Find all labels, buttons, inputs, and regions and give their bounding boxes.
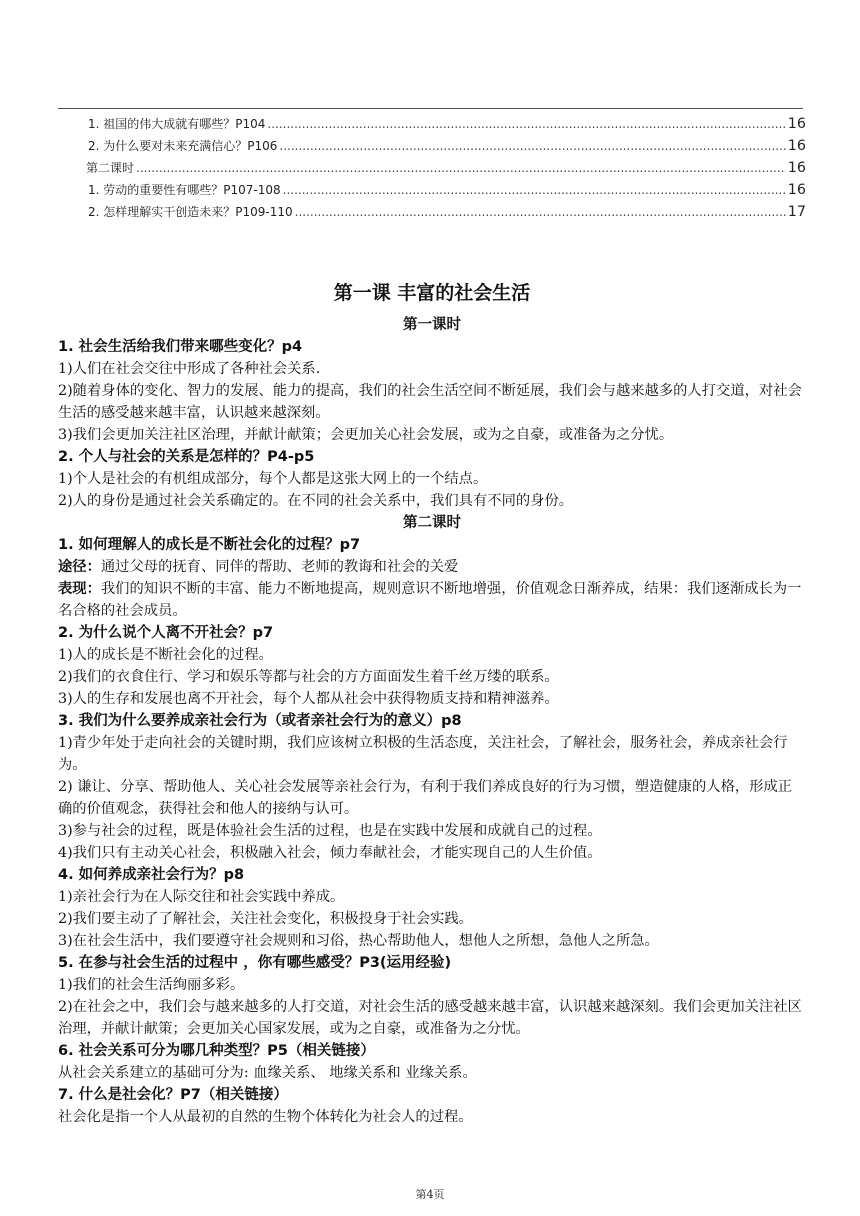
toc-leader-dots: [279, 135, 785, 157]
toc-entry-title: 2. 怎样理解实干创造未来？P109-110: [88, 205, 293, 219]
toc-entry-title: 1. 祖国的伟大成就有哪些？P104: [88, 117, 266, 131]
answer-text: 2)在社会之中，我们会与越来越多的人打交道，对社会生活的感受越来越丰富，认识越来越深刻。我们会更加关注社区治理，并献计献策；会更加关心国家发展，或为之自豪，或准备为之分忧。: [58, 999, 802, 1037]
question-heading: 1. 社会生活给我们带来哪些变化？p4: [58, 339, 303, 355]
toc-entry-page: 16: [787, 160, 806, 176]
toc-leader-dots: [136, 157, 786, 179]
toc-entry-title: 第二课时: [86, 161, 135, 175]
toc-entry-page: 16: [787, 138, 806, 154]
toc-leader-dots: [267, 113, 785, 135]
toc-entry-page: 17: [787, 204, 806, 220]
answer-text: [58, 556, 806, 578]
answer-text: 2)我们的衣食住行、学习和娱乐等都与社会的方方面面发生着千丝万缕的联系。: [58, 669, 559, 685]
toc-leader-dots: [295, 201, 786, 223]
table-of-contents: [88, 113, 806, 223]
question-heading: 5. 在参与社会生活的过程中 ，你有哪些感受？P3(运用经验): [58, 955, 452, 971]
question-heading: 6. 社会关系可分为哪几种类型？P5（相关链接）: [58, 1043, 375, 1059]
period-heading: 第一课时: [403, 317, 461, 333]
answer-body: 我们的知识不断的丰富、能力不断地提高，规则意识不断地增强，价值观念日渐养成，结果：我们逐渐成长为一名合格的社会成员。: [58, 581, 802, 619]
question-heading: 2. 为什么说个人离不开社会？p7: [58, 625, 274, 641]
answer-text: 1)人的成长是不断社会化的过程。: [58, 647, 273, 663]
header-rule: [58, 108, 803, 109]
question-heading: 2. 个人与社会的关系是怎样的？P4-p5: [58, 449, 315, 465]
answer-text: [58, 578, 806, 622]
answer-text: 2)我们要主动了了解社会，关注社会变化，积极投身于社会实践。: [58, 911, 473, 927]
answer-text: 3)在社会生活中，我们要遵守社会规则和习俗，热心帮助他人，想他人之所想，急他人之所急。: [58, 933, 659, 949]
question-heading: 4. 如何养成亲社会行为？p8: [58, 867, 245, 883]
toc-entry-title: 2. 为什么要对未来充满信心？P106: [88, 139, 278, 153]
answer-text: 4)我们只有主动关心社会，积极融入社会，倾力奉献社会，才能实现自己的人生价值。: [58, 845, 602, 861]
answer-text: 1)人们在社会交往中形成了各种社会关系.: [58, 361, 321, 377]
question-heading: 3. 我们为什么要养成亲社会行为（或者亲社会行为的意义）p8: [58, 713, 462, 729]
answer-text: 2)人的身份是通过社会关系确定的。在不同的社会关系中，我们具有不同的身份。: [58, 493, 574, 509]
toc-entry[interactable]: [88, 113, 806, 135]
answer-text: 1)个人是社会的有机组成部分，每个人都是这张大网上的一个结点。: [58, 471, 488, 487]
answer-text: 1)青少年处于走向社会的关键时期，我们应该树立积极的生活态度，关注社会，了解社会，服务社会，养成亲社会行为。: [58, 735, 788, 773]
toc-entry[interactable]: [88, 201, 806, 223]
answer-text: 3)参与社会的过程，既是体验社会生活的过程，也是在实践中发展和成就自己的过程。: [58, 823, 602, 839]
toc-entry[interactable]: [86, 157, 806, 179]
answer-text: 1)亲社会行为在人际交往和社会实践中养成。: [58, 889, 345, 905]
answer-text: 3)人的生存和发展也离不开社会，每个人都从社会中获得物质支持和精神滋养。: [58, 691, 559, 707]
period-heading: 第二课时: [403, 515, 461, 531]
lesson-title: 第一课 丰富的社会生活: [333, 282, 531, 304]
answer-text: 1)我们的社会生活绚丽多彩。: [58, 977, 245, 993]
toc-entry-title: 1. 劳动的重要性有哪些？P107-108: [88, 183, 281, 197]
toc-entry-page: 16: [787, 182, 806, 198]
answer-text: 2)随着身体的变化、智力的发展、能力的提高，我们的社会生活空间不断延展，我们会与越来越多的人打交道，对社会生活的感受越来越丰富，认识越来越深刻。: [58, 383, 802, 421]
question-heading: 1. 如何理解人的成长是不断社会化的过程？p7: [58, 537, 361, 553]
answer-body: 通过父母的抚育、同伴的帮助、老师的教诲和社会的关爱: [100, 559, 459, 575]
answer-label: 表现：: [58, 581, 101, 597]
toc-leader-dots: [283, 179, 786, 201]
answer-text: 3)我们会更加关注社区治理，并献计献策；会更加关心社会发展，或为之自豪，或准备为之分忧。: [58, 427, 674, 443]
answer-text: 从社会关系建立的基础可分为: 血缘关系、 地缘关系和 业缘关系。: [58, 1065, 477, 1081]
answer-text: 社会化是指一个人从最初的自然的生物个体转化为社会人的过程。: [58, 1109, 473, 1125]
lesson-content: [58, 278, 806, 1128]
question-heading: 7. 什么是社会化？P7（相关链接）: [58, 1087, 288, 1103]
toc-entry-page: 16: [787, 116, 806, 132]
toc-entry[interactable]: [88, 179, 806, 201]
answer-label: 途径：: [58, 559, 101, 575]
answer-text: 2) 谦让、分享、帮助他人、关心社会发展等亲社会行为，有利于我们养成良好的行为习惯，塑造健康的人格，形成正确的价值观念，获得社会和他人的接纳与认可。: [58, 779, 793, 817]
toc-entry[interactable]: [88, 135, 806, 157]
page-number: 第4页: [415, 1188, 445, 1201]
